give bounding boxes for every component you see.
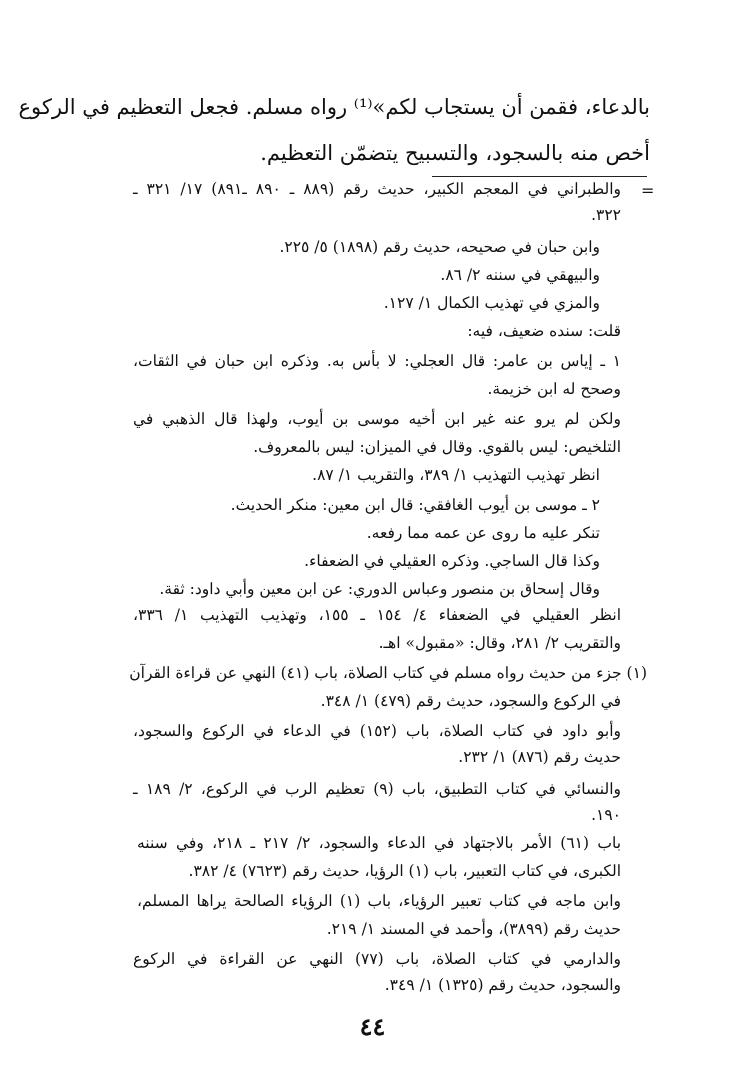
continuation-mark: = (641, 181, 655, 200)
footnote-line: في الركوع والسجود، حديث رقم (٤٧٩) ١/ ٣٤٨. (320, 692, 621, 710)
footnote-line: (١) جزء من حديث رواه مسلم في كتاب الصلاة، باب (٤١) النهي عن قراءة القرآن (129, 664, 647, 682)
footnote-line: قلت: سنده ضعيف، فيه: (467, 322, 621, 340)
footnote-line: والسجود، حديث رقم (١٣٢٥) ١/ ٣٤٩. (384, 976, 621, 994)
main-text-line-2: أخص منه بالسجود، والتسبيح يتضمّن التعظيم. (260, 141, 650, 165)
footnote-line: حديث رقم (٨٧٦) ١/ ٢٣٢. (458, 748, 621, 766)
footnote-line: والمزي في تهذيب الكمال ١/ ١٢٧. (383, 294, 600, 312)
footnote-line: وقال إسحاق بن منصور وعباس الدوري: عن ابن معين وأبي داود: ثقة. (159, 580, 600, 598)
footnote-line: ولكن لم يرو عنه غير ابن أخيه موسى بن أيوب، ولهذا قال الذهبي في (133, 410, 621, 428)
footnote-line: باب (٦١) الأمر بالاجتهاد في الدعاء والسجود، ٢/ ٢١٧ ـ ٢١٨، وفي سننه (137, 834, 622, 852)
footnote-line: الكبرى، في كتاب التعبير، باب (١) الرؤيا، حديث رقم (٧٦٢٣) ٤/ ٣٨٢. (188, 862, 621, 880)
footnote-line: انظر العقيلي في الضعفاء ٤/ ١٥٤ ـ ١٥٥، وتهذيب التهذيب ١/ ٣٣٦، (133, 606, 621, 624)
main-text-line-1: بالدعاء، فقمن أن يستجاب لكم»⁽¹⁾ رواه مسلم. فجعل التعظيم في الركوع (18, 95, 650, 119)
footnote-line: ١٩٠. (591, 806, 621, 824)
footnote-line: ١ ـ إياس بن عامر: قال العجلي: لا بأس به. وذكره ابن حبان في الثقات، (133, 352, 621, 370)
footnote-line: ٣٢٢. (591, 206, 621, 224)
footnote-line: التلخيص: ليس بالقوي. وقال في الميزان: ليس بالمعروف. (253, 438, 621, 456)
page-number: ٤٤ (359, 1012, 386, 1041)
footnote-line: والنسائي في كتاب التطبيق، باب (٩) تعظيم الرب في الركوع، ٢/ ١٨٩ ـ (133, 780, 621, 798)
footnote-line: وصحح له ابن خزيمة. (487, 380, 621, 398)
footnote-separator (432, 176, 647, 177)
footnote-line: والبيهقي في سننه ٢/ ٨٦. (440, 266, 600, 284)
footnote-line: وابن ماجه في كتاب تعبير الرؤياء، باب (١) الرؤياء الصالحة يراها المسلم، (137, 892, 621, 910)
footnote-line: وابن حبان في صحيحه، حديث رقم (١٨٩٨) ٥/ ٢٢٥. (279, 238, 600, 256)
footnote-line: ٢ ـ موسى بن أيوب الغافقي: قال ابن معين: منكر الحديث. (230, 496, 600, 514)
footnote-line: وكذا قال الساجي. وذكره العقيلي في الضعفاء. (304, 552, 600, 570)
footnote-line: والدارمي في كتاب الصلاة، باب (٧٧) النهي عن القراءة في الركوع (133, 950, 621, 968)
footnote-line: حديث رقم (٣٨٩٩)، وأحمد في المسند ١/ ٢١٩. (326, 920, 621, 938)
footnote-line: والتقريب ٢/ ٢٨١، وقال: «مقبول» اهـ. (378, 634, 621, 652)
footnote-line: انظر تهذيب التهذيب ١/ ٣٨٩، والتقريب ١/ ٨٧. (312, 466, 600, 484)
footnote-line: وأبو داود في كتاب الصلاة، باب (١٥٢) في الدعاء في الركوع والسجود، (133, 722, 621, 740)
footnote-line: تنكر عليه ما روى عن عمه مما رفعه. (366, 524, 600, 542)
footnote-line: والطبراني في المعجم الكبير، حديث رقم (٨٨٩ ـ ٨٩٠ ـ٨٩١) ١٧/ ٣٢١ ـ (133, 180, 622, 198)
